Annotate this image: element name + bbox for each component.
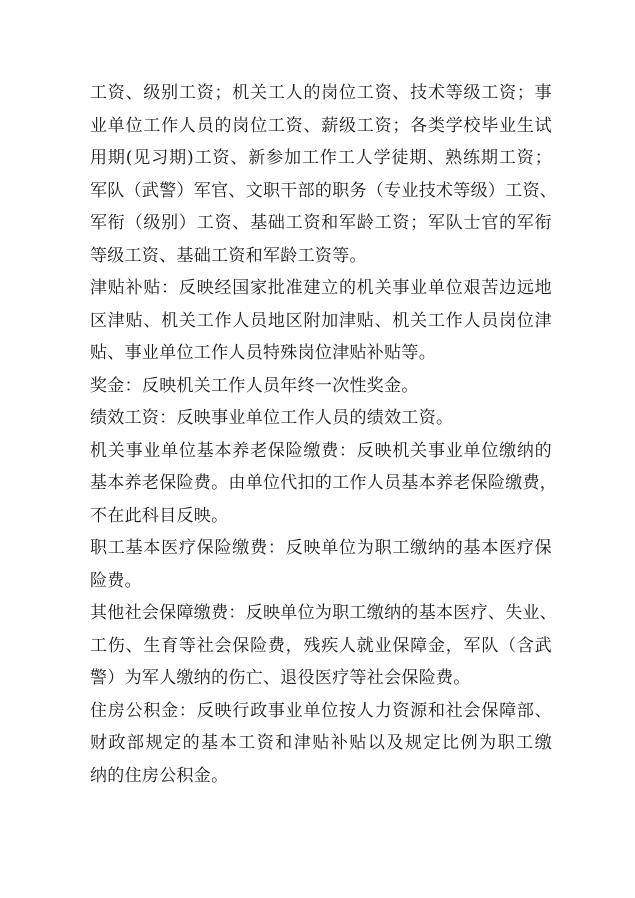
text-line: 贴、事业单位工作人员特殊岗位津贴补贴等。 xyxy=(90,343,436,363)
text-line: 基本养老保险费。由单位代扣的工作人员基本养老保险缴费， xyxy=(90,473,558,493)
text-line: 津贴补贴：反映经国家批准建立的机关事业单位艰苦边远地 xyxy=(90,278,552,298)
text-line: 警）为军人缴纳的伤亡、退役医疗等社会保险费。 xyxy=(90,668,471,688)
text-line: 职工基本医疗保险缴费：反映单位为职工缴纳的基本医疗保 xyxy=(90,538,552,558)
paragraph-medical-insurance xyxy=(90,532,552,597)
paragraph-allowance xyxy=(90,272,552,370)
paragraph-other-social-security xyxy=(90,597,558,695)
text-line: 工资、级别工资；机关工人的岗位工资、技术等级工资；事 xyxy=(90,83,552,103)
text-line: 险费。 xyxy=(90,570,142,591)
text-line: 机关事业单位基本养老保险缴费：反映机关事业单位缴纳的 xyxy=(90,440,552,461)
text-line: 奖金：反映机关工作人员年终一次性奖金。 xyxy=(90,375,419,396)
text-line: 不在此科目反映。 xyxy=(90,505,229,526)
text-line: 军衔（级别）工资、基础工资和军龄工资；军队士官的军衔 xyxy=(90,213,552,233)
paragraph-pension-insurance xyxy=(90,435,558,533)
text-line: 军队（武警）军官、文职干部的职务（专业技术等级）工资、 xyxy=(90,180,558,201)
document-body xyxy=(90,77,558,792)
text-line: 其他社会保障缴费：反映单位为职工缴纳的基本医疗、失业、 xyxy=(90,603,558,623)
text-line: 区津贴、机关工作人员地区附加津贴、机关工作人员岗位津 xyxy=(90,310,552,331)
paragraph-basic-salary-continuation xyxy=(90,77,558,272)
text-line: 工伤、生育等社会保险费，残疾人就业保障金，军队（含武 xyxy=(90,635,552,656)
text-line: 财政部规定的基本工资和津贴补贴以及规定比例为职工缴 xyxy=(90,733,552,753)
text-line: 等级工资、基础工资和军龄工资等。 xyxy=(90,245,367,266)
text-line: 住房公积金：反映行政事业单位按人力资源和社会保障部、 xyxy=(90,700,552,721)
paragraph-performance-pay xyxy=(90,402,552,435)
paragraph-bonus xyxy=(90,370,552,403)
text-line: 用期(见习期)工资、新参加工作工人学徒期、熟练期工资； xyxy=(90,148,552,168)
text-line: 绩效工资：反映事业单位工作人员的绩效工资。 xyxy=(90,408,454,428)
paragraph-housing-fund xyxy=(90,695,552,793)
text-line: 业单位工作人员的岗位工资、薪级工资；各类学校毕业生试 xyxy=(90,115,552,136)
text-line: 纳的住房公积金。 xyxy=(90,765,229,786)
